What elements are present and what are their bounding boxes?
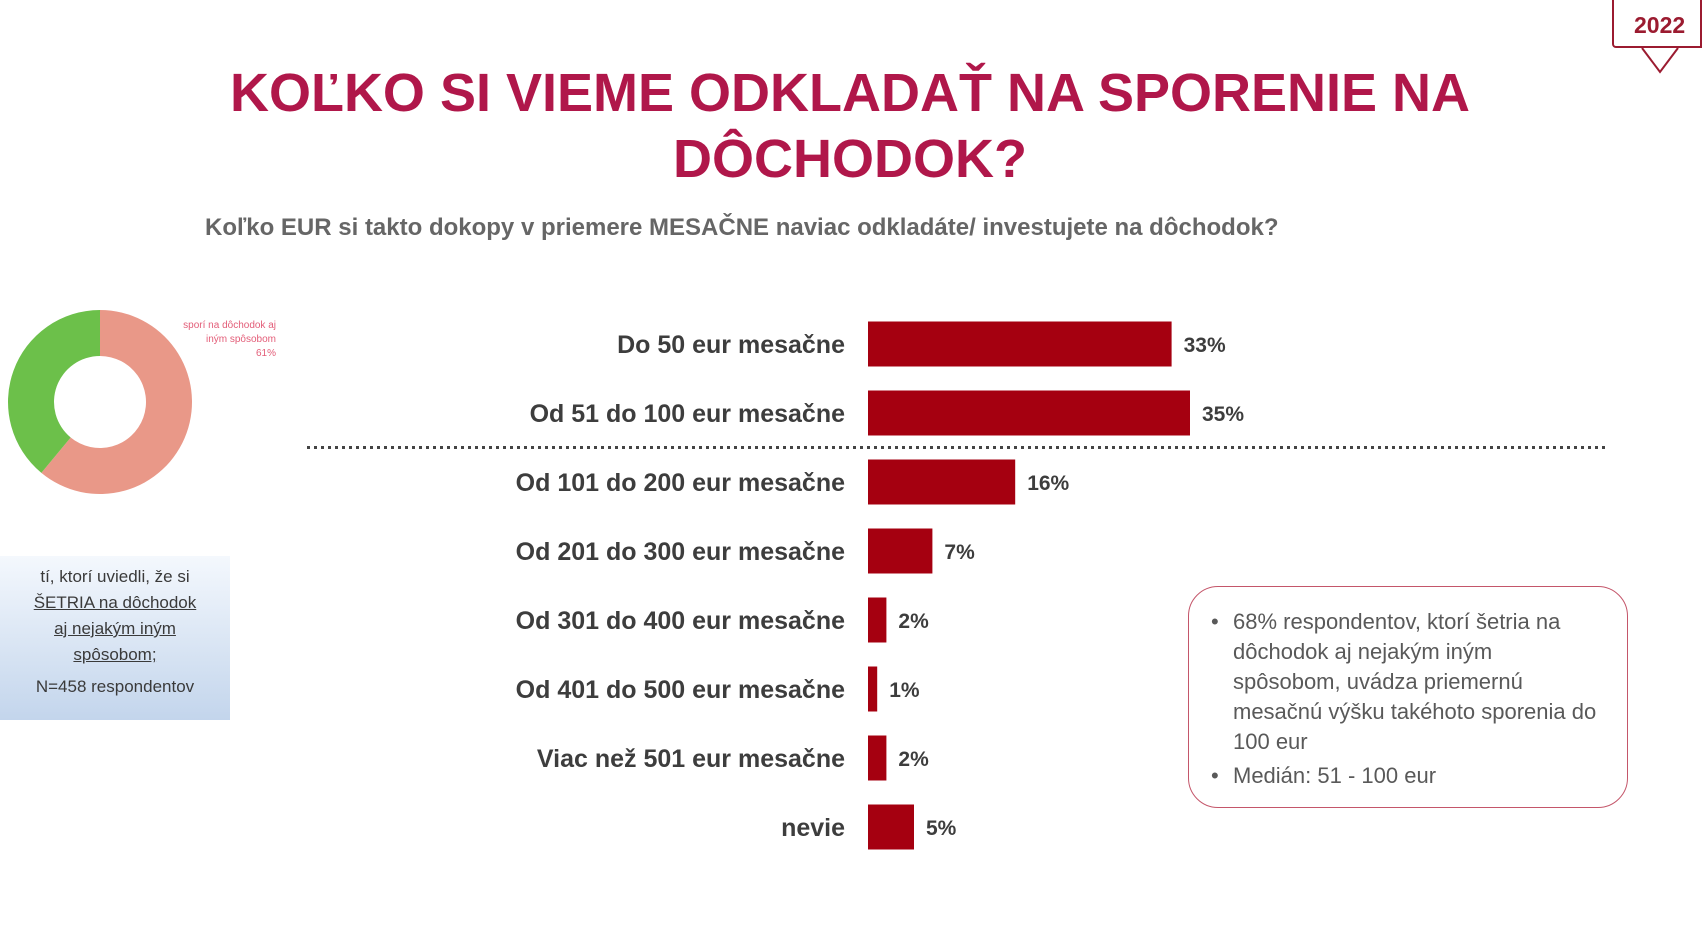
category-label: Od 51 do 100 eur mesačne [529, 400, 845, 428]
value-label: 35% [1202, 403, 1245, 426]
category-label: Viac než 501 eur mesačne [536, 745, 845, 773]
value-label: 5% [926, 817, 957, 840]
bar [868, 736, 886, 781]
category-label: Od 401 do 500 eur mesačne [515, 676, 845, 704]
bar [868, 667, 877, 712]
year-text: 2022 [1634, 12, 1686, 38]
note-point-2 [1211, 761, 1605, 791]
insight-note-box [1188, 586, 1628, 808]
value-label: 2% [898, 610, 929, 633]
bar [868, 529, 932, 574]
category-label: Do 50 eur mesačne [617, 331, 845, 359]
value-label: 16% [1027, 472, 1070, 495]
value-label: 7% [944, 541, 975, 564]
base-line-4: spôsobom; [73, 645, 157, 664]
category-label: Od 101 do 200 eur mesačne [515, 469, 845, 497]
donut-label-line-1: sporí na dôchodok aj [183, 320, 276, 331]
base-line-2: ŠETRIA na dôchodok [33, 593, 197, 612]
note-point-1-text: 68% respondentov, ktorí šetria na dôchodok aj nejakým iným spôsobom, uvádza priemernú mesačnú výšku takéhoto sporenia do 100 eur [1233, 609, 1597, 754]
value-label: 1% [889, 679, 920, 702]
bar [868, 598, 886, 643]
bullet-icon: • [1211, 763, 1219, 788]
value-label: 33% [1183, 334, 1226, 357]
base-line-1: tí, ktorí uviedli, že si [40, 567, 190, 586]
base-line-3: aj nejakým iným [54, 619, 176, 638]
bar [868, 391, 1190, 436]
note-point-1 [1211, 607, 1605, 757]
value-label: 2% [898, 748, 929, 771]
base-sample-size: N=458 respondentov [35, 677, 195, 696]
title-line-1: KOĽKO SI VIEME ODKLADAŤ NA SPORENIE NA [229, 63, 1471, 123]
note-point-2-text: Medián: 51 - 100 eur [1233, 763, 1437, 788]
category-label: Od 201 do 300 eur mesačne [515, 538, 845, 566]
bullet-icon: • [1211, 609, 1219, 634]
donut-label-line-3: 61% [255, 348, 276, 359]
bar [868, 322, 1172, 367]
category-label: Od 301 do 400 eur mesačne [515, 607, 845, 635]
bar [868, 805, 914, 850]
title-line-2: DÔCHODOK? [673, 129, 1027, 189]
bar [868, 460, 1015, 505]
category-label: nevie [781, 814, 845, 842]
survey-question: Koľko EUR si takto dokopy v priemere MESAČNE naviac odkladáte/ investujete na dôchodok? [205, 214, 1279, 241]
donut-label-line-2: iným spôsobom [205, 334, 276, 345]
